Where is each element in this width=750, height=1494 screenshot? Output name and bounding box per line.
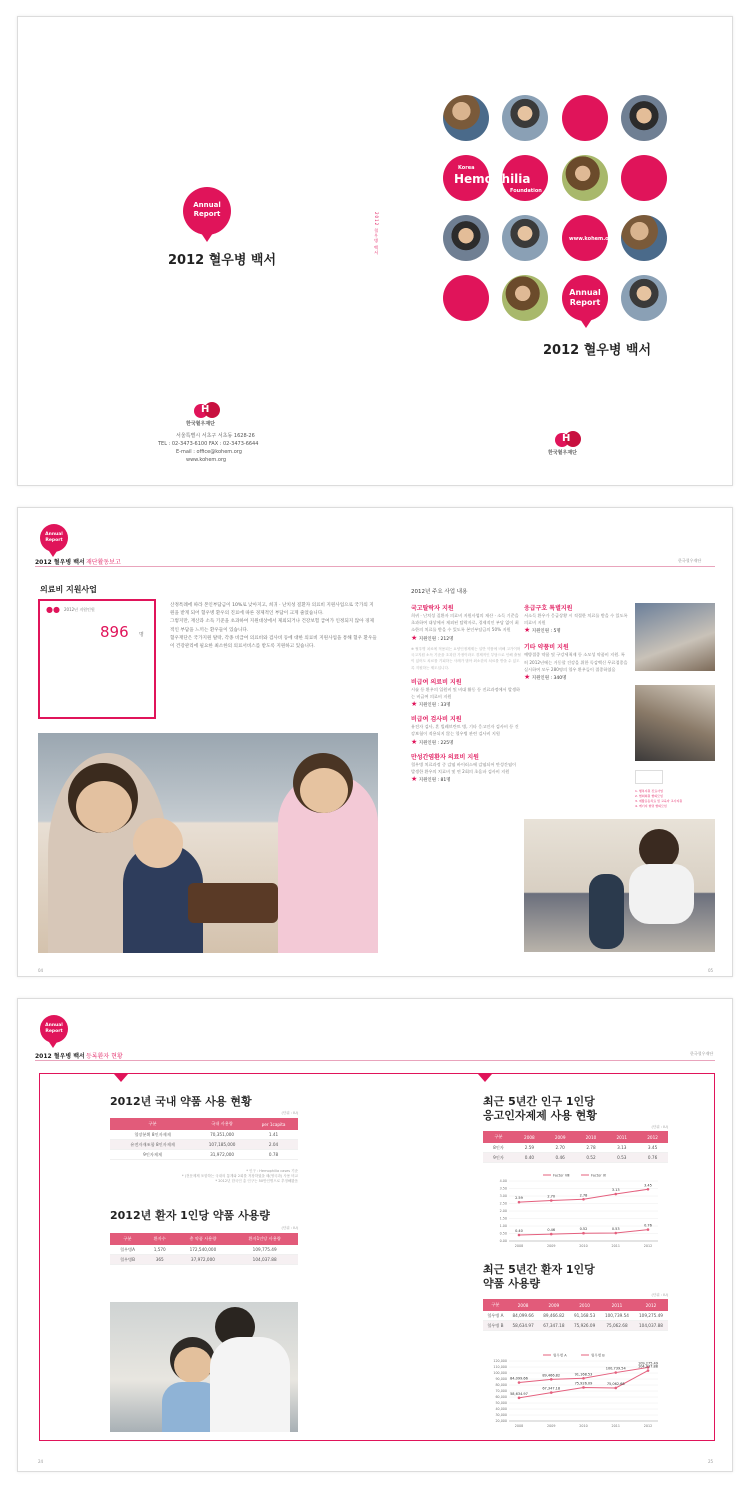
photo-circle [562,155,608,201]
item [411,714,521,745]
stat-box [38,599,156,719]
star-icon: ★ [411,737,418,746]
per-capita-chart [483,1171,668,1251]
data-label: 89,466.82 [542,1373,561,1378]
y-tick-label: 90,000 [495,1377,507,1382]
x-tick-label: 2009 [547,1424,556,1428]
medical-support-spread [17,507,733,977]
table-cell: 3.45 [637,1143,668,1153]
star-icon: ★ [524,673,531,682]
table-row [483,1311,668,1321]
table-header-row [483,1131,668,1143]
data-label: 0.46 [547,1228,556,1233]
x-tick-label: 2010 [579,1424,588,1428]
table-cell: 0.52 [576,1153,607,1163]
photo-circle [621,215,667,261]
table-header-cell: 구분 [110,1118,195,1130]
right-cover-title: 2012 혈우병 백서 [543,343,652,358]
y-tick-label: 1.00 [499,1224,507,1229]
stat-label: 2012년 지원인원 [64,607,95,612]
t2-title: 2012년 환자 1인당 약품 사용량 [110,1209,270,1222]
per-patient-5yr-table [483,1299,668,1331]
item-title: 비급여 검사비 지원 [411,716,462,724]
table-row [110,1245,298,1255]
drug-usage-table [110,1118,298,1160]
table-cell: 67,347.18 [538,1321,569,1331]
t1-table [110,1118,298,1160]
item-count: ★ 지원인원 : 212명 [411,633,454,642]
y-tick-label: 120,000 [493,1359,507,1364]
photo-circle [621,275,667,321]
table-cell: 75,926.09 [569,1321,600,1331]
spine-text: 2012 혈우병 백서 [374,212,379,256]
photo-circle [443,215,489,261]
data-point [550,1233,553,1236]
data-point [582,1198,585,1201]
data-label: 109,275.49 [637,1361,659,1366]
table-cell: 91,168.53 [569,1311,600,1321]
item-count: ★ 지원인원 : 81명 [411,775,451,784]
data-label: 3.45 [644,1183,652,1188]
header-title: 2012 혈우병 백서 [35,559,85,566]
star-icon: ★ [411,775,418,784]
table-header-cell: 국내 사용량 [195,1118,249,1130]
item-title: 국고탈락자 지원 [411,605,454,612]
per-patient-chart [483,1351,668,1431]
table-row [110,1255,298,1265]
header-section: 등록환자 현황 [86,1053,123,1060]
y-tick-label: 110,000 [493,1365,507,1370]
website: www.kohem.org [186,457,227,463]
table-cell: 31,972,000 [195,1150,249,1160]
table-header-row [110,1118,298,1130]
t4-table [483,1299,668,1331]
table-cell: 2.59 [514,1143,545,1153]
star-icon: ★ [411,633,418,642]
page-number-left: 24 [38,1459,44,1464]
x-tick-label: 2012 [643,1424,653,1428]
page-number-left: 04 [38,968,44,973]
table-cell: 107,185,000 [195,1140,249,1150]
items-col2 [524,603,629,681]
data-label: 0.40 [515,1229,523,1233]
annual-report-badge: Annual Report [183,187,231,235]
x-tick-label: 2011 [611,1424,620,1428]
child-treatment-photo [38,733,378,953]
item-title: 비급여 의료비 지원 [411,678,462,686]
y-tick-label: 3.50 [499,1186,507,1191]
table-cell: 유전자재조합 8인자제제 [110,1140,195,1150]
data-point [550,1199,553,1202]
data-label: 2.59 [515,1196,523,1201]
table-header-cell: 2011 [606,1131,637,1143]
table-cell: 9인자제제 [110,1150,195,1160]
y-tick-label: 1.50 [499,1216,507,1221]
table-cell: 0.40 [514,1153,545,1163]
stat-unit: 명 [139,632,144,638]
y-tick-label: 80,000 [495,1383,507,1388]
header-right: 한국혈우재단 [678,558,702,563]
item-title: 기타 약품비 지원 [524,644,569,652]
grid-web: www.kohem.org [569,236,615,242]
data-point [582,1386,585,1389]
grid-logo-hemophilia: Hemophilia [454,172,531,186]
item [411,752,521,783]
t1-unit: (단위 : IU) [281,1111,298,1115]
item-text: 희귀 · 난치성 질환자 의료비 지원사업의 재산 · 소득 기준을 초과하여 대상에서 제외된 탈락자로, 경제적인 부담 없이 최소한의 치료를 받을 수 있도록 본인부담금의 50% 지원 [411,613,519,633]
data-point [518,1381,521,1384]
table-cell: 1.41 [249,1130,298,1140]
item-title: 만성간염환자 의료비 지원 [411,753,479,761]
table-header-cell: 환자1인당 사용량 [231,1233,298,1245]
header-title: 2012 혈우병 백서 [35,1053,85,1060]
item-count: ★ 지원인원 : 5명 [524,626,561,635]
table-row [483,1321,668,1331]
item-note: ※ 혈우병 치료에 적용되는 요양인정제제는 일반 약품에 비해 고가이며 국고지원 소득 기준을 초과한 가정이라도 경제적인 부담으로 인해 출혈이 있어도 치료를 기피하는 사례가 많아 최소한의 치료를 받을 수 있도록 지원하는 제도입니다. [411,646,521,670]
item-text: 혈우병 치료과정 중 감염 바이러스에 감염되어 만성간염이 발생한 환우의 치료비 및 연 2회의 초음파 검사비 지원 [411,761,517,774]
table-header-cell: 2010 [569,1299,600,1311]
annual-report-badge-small: Annual Report [40,1015,68,1043]
table-header-cell: 2008 [508,1299,539,1311]
table-header-cell: 2008 [514,1131,545,1143]
data-point [518,1234,521,1237]
table-cell: 109,275.49 [634,1311,668,1321]
y-tick-label: 100,000 [493,1371,507,1376]
email: E-mail : office@kohem.org [176,449,242,455]
x-tick-label: 2008 [514,1244,524,1248]
stat-value: 896 [100,623,129,641]
page-number-right: 05 [708,968,714,973]
data-point [647,1188,650,1191]
table-header-cell: 환자수 [145,1233,175,1245]
frame-pointer-left [114,1074,128,1082]
y-tick-label: 4.00 [499,1179,507,1184]
table-cell: 70,351,000 [195,1130,249,1140]
x-tick-label: 2010 [579,1244,588,1248]
right-heading: 2012년 주요 사업 내용 [411,589,468,595]
registered-patients-spread [17,998,733,1472]
item-text: 시술 등 환우의 입원비 및 비대 활동 등 진료과정에서 발생하는 비급여 의료비 지원 [411,686,521,699]
data-label: 0.76 [644,1223,652,1228]
grid-logo-korea: Korea [458,165,475,171]
data-label: 58,634.97 [510,1391,528,1396]
x-tick-label: 2012 [643,1244,653,1248]
org-name: 한국혈우재단 [186,421,215,427]
data-point [582,1377,585,1380]
table-header-cell: 2009 [538,1299,569,1311]
data-label: 75,926.09 [574,1381,593,1386]
y-tick-label: 50,000 [495,1401,507,1406]
data-point [647,1369,650,1372]
data-label: 91,168.53 [574,1372,593,1377]
data-point [582,1232,585,1235]
y-tick-label: 2.00 [499,1209,507,1214]
header-right: 한국혈우재단 [690,1051,714,1056]
cover-title: 2012 혈우병 백서 [168,253,277,268]
pink-circle [562,95,608,141]
item-count: ★ 지원인원 : 225명 [411,737,454,746]
table-cell: 2.70 [545,1143,576,1153]
item [411,603,521,642]
t3-unit: (단위 : IU) [651,1125,668,1129]
t2-unit: (단위 : IU) [281,1226,298,1230]
table-cell: 0.76 [637,1153,668,1163]
data-label: 0.52 [579,1227,588,1232]
item-text: 유전자 검사, 혼 빌레브란트 병, 기타 응고인자 검사비 등 건강보험이 적용되지 않는 혈우병 관련 검사비 지원 [411,724,519,737]
t4-unit: (단위 : IU) [651,1293,668,1297]
data-point [614,1371,617,1374]
per-patient-usage-table [110,1233,298,1265]
photo-consult [635,685,715,761]
x-tick-label: 2011 [611,1244,620,1248]
table-header-cell: 2010 [576,1131,607,1143]
photo-rehab [524,819,715,952]
data-label: 2.70 [547,1194,556,1199]
right-org-name: 한국혈우재단 [548,450,577,456]
table-header-row [110,1233,298,1245]
item [411,677,521,708]
t2-table [110,1233,298,1265]
legend-label: 혈우병 B [591,1353,605,1358]
data-point [550,1391,553,1394]
table-cell: 365 [145,1255,175,1265]
table-cell: 혈장분획 8인자제제 [110,1130,195,1140]
grid-annual-badge: Annual Report [562,275,608,321]
legend-label: Factor Ⅷ [553,1173,570,1178]
item-text: 예방접종 약품 및 구강세척제 등 소모성 약품비 지원. 특히 2012년에는 거동할 건강을 위한 독감백신 무료접종을 실시하여 모두 280명의 혈우 환우들이 접종하였음 [524,652,628,672]
data-label: 2.78 [579,1193,588,1198]
table-cell: 3.13 [606,1143,637,1153]
table-header-cell: 구분 [110,1233,145,1245]
star-icon: ★ [524,626,531,635]
photo-therapy [635,603,715,671]
table-cell: 0.53 [606,1153,637,1163]
table-header-cell: 2012 [634,1299,668,1311]
pink-circle [621,155,667,201]
page-number-right: 25 [708,1459,714,1464]
photo-circle [502,215,548,261]
y-tick-label: 30,000 [495,1413,507,1418]
photo-caption: 1. 행복지원 진료사업 2. 협회회원 협의모임 3. 재활운동치료 및 교육자 교사지원 4. 에너지 현명 협의모임 [635,789,683,808]
table-header-cell: 구분 [483,1131,514,1143]
table-cell: 2.04 [249,1140,298,1150]
photo-circle [443,95,489,141]
y-tick-label: 3.00 [499,1194,507,1199]
table-header-cell: 구분 [483,1299,508,1311]
t1-title: 2012년 국내 약품 사용 현황 [110,1095,252,1108]
table-cell: 혈우병 B [483,1321,508,1331]
tel-fax: TEL : 02-3473-6100 FAX : 02-3473-6644 [158,441,259,447]
table-cell: 0.46 [545,1153,576,1163]
grid-logo-foundation: Foundation [510,188,542,194]
photo-index-box [635,770,663,784]
y-tick-label: 20,000 [495,1419,507,1424]
data-point [614,1232,617,1235]
y-tick-label: 0.00 [499,1239,507,1244]
data-point [518,1201,521,1204]
data-label: 0.53 [611,1227,620,1232]
legend-label: Factor Ⅸ [591,1173,607,1178]
t1-notes: * 인구 : Hemophilia cases 기준 * (전문제제 포함하는 국내의 통계와 2회를 저장하였을 때(영국과) 사용 비교 * 2012년 한국인 총 인구는 50만인명으로 추정해봤음 [181,1169,298,1183]
t3-title2: 응고인자제제 사용 현황 [483,1109,597,1122]
table-header-cell: 2009 [545,1131,576,1143]
y-tick-label: 0.50 [499,1231,507,1236]
table-cell: 100,739.54 [600,1311,634,1321]
y-tick-label: 70,000 [495,1389,507,1394]
table-header-cell: 2011 [600,1299,634,1311]
header-divider [35,1060,715,1061]
table-cell: 84,099.66 [508,1311,539,1321]
star-icon: ★ [411,700,418,709]
table-row [110,1130,298,1140]
table-row [110,1150,298,1160]
foundation-logo-right: H [555,431,581,449]
x-tick-label: 2009 [547,1244,556,1248]
item [524,642,629,681]
foundation-logo: H [194,402,220,420]
section-title: 의료비 지원사업 [40,585,97,594]
t3-title1: 최근 5년간 인구 1인당 [483,1095,595,1108]
table-cell: 58,634.97 [508,1321,539,1331]
t4-title1: 최근 5년간 환자 1인당 [483,1263,595,1276]
header-section: 재단활동보고 [86,559,121,566]
y-tick-label: 40,000 [495,1407,507,1412]
data-point [550,1378,553,1381]
header-divider [35,566,715,567]
table-cell: 혈우병A [110,1245,145,1255]
table-cell: 75,062.68 [600,1321,634,1331]
people-icon: ●● [46,605,60,614]
photo-circle [502,95,548,141]
data-label: 84,099.66 [510,1376,528,1381]
photo-doctor-child [110,1302,298,1432]
t3-table [483,1131,668,1163]
table-cell: 0.78 [249,1150,298,1160]
table-cell: 혈우병 A [483,1311,508,1321]
table-cell: 9인자 [483,1153,514,1163]
table-header-cell: 총 약품 사용량 [175,1233,232,1245]
y-tick-label: 60,000 [495,1395,507,1400]
item-count: ★ 지원인원 : 33명 [411,700,451,709]
table-cell: 8인자 [483,1143,514,1153]
item-title: 응급구호 특별지원 [524,605,573,612]
table-cell: 37,972,000 [175,1255,232,1265]
table-row [110,1140,298,1150]
table-header-cell: 2012 [637,1131,668,1143]
item [524,603,629,634]
table-cell: 1,570 [145,1245,175,1255]
data-point [647,1228,650,1231]
items-col1 [411,603,521,783]
table-header-cell: per 1capita [249,1118,298,1130]
x-tick-label: 2008 [514,1424,524,1428]
body-text: 산정특례에 따라 본인부담금이 10%로 낮아지고, 희귀 · 난치성 질환자 의료비 지원사업으로 국가의 지원을 받게 되어 혈우병 환우의 진료에 따른 경제적인 부담이 크게 줄었습니다. 그렇지만, 재산과 소득 기준을 초과하여 지원대상에서 제외되거나 건강보험 급여가 인정되지 않아 경제적인 부담을 느끼는 환우들이 있습니다. 혈우재단은 국가지원 탈락, 각종 비급여 의료비와 검사비 등에 대한 의료비 지원사업을 통해 혈우 환우들이 건강관리에 필요한 최소한의 의료서비스를 받도록 지원하고 있습니다. [170,603,377,650]
data-label: 75,062.68 [606,1381,625,1386]
photo-circle [621,95,667,141]
table-cell: 109,775.49 [231,1245,298,1255]
data-label: 67,347.18 [542,1386,561,1391]
data-label: 100,739.54 [605,1366,626,1371]
y-tick-label: 2.50 [499,1201,507,1206]
cover-spread [17,16,733,486]
item-text: 서소득 환우가 응급상황 시 적절한 치료를 받을 수 있도록 의료비 지원 [524,613,628,626]
annual-report-badge-small: Annual Report [40,524,68,552]
pink-circle [443,275,489,321]
data-label: 3.13 [611,1188,620,1193]
t4-title2: 약품 사용량 [483,1277,540,1290]
table-cell: 104,037.88 [231,1255,298,1265]
item-count: ★ 지원인원 : 340명 [524,673,567,682]
table-row [483,1153,668,1163]
address: 서울특별시 서초구 서초동 1628-26 [176,433,255,439]
table-cell: 172,540,000 [175,1245,232,1255]
table-cell: 104,037.88 [634,1321,668,1331]
legend-label: 혈우병 A [553,1353,567,1358]
table-cell: 2.78 [576,1143,607,1153]
table-header-row [483,1299,668,1311]
data-point [614,1387,617,1390]
data-point [518,1397,521,1400]
frame-pointer-right [478,1074,492,1082]
table-cell: 89,466.82 [538,1311,569,1321]
data-point [614,1193,617,1196]
per-capita-table [483,1131,668,1163]
table-row [483,1143,668,1153]
data-label: 104,037.88 [637,1364,659,1369]
table-cell: 혈우병B [110,1255,145,1265]
photo-circle [502,275,548,321]
